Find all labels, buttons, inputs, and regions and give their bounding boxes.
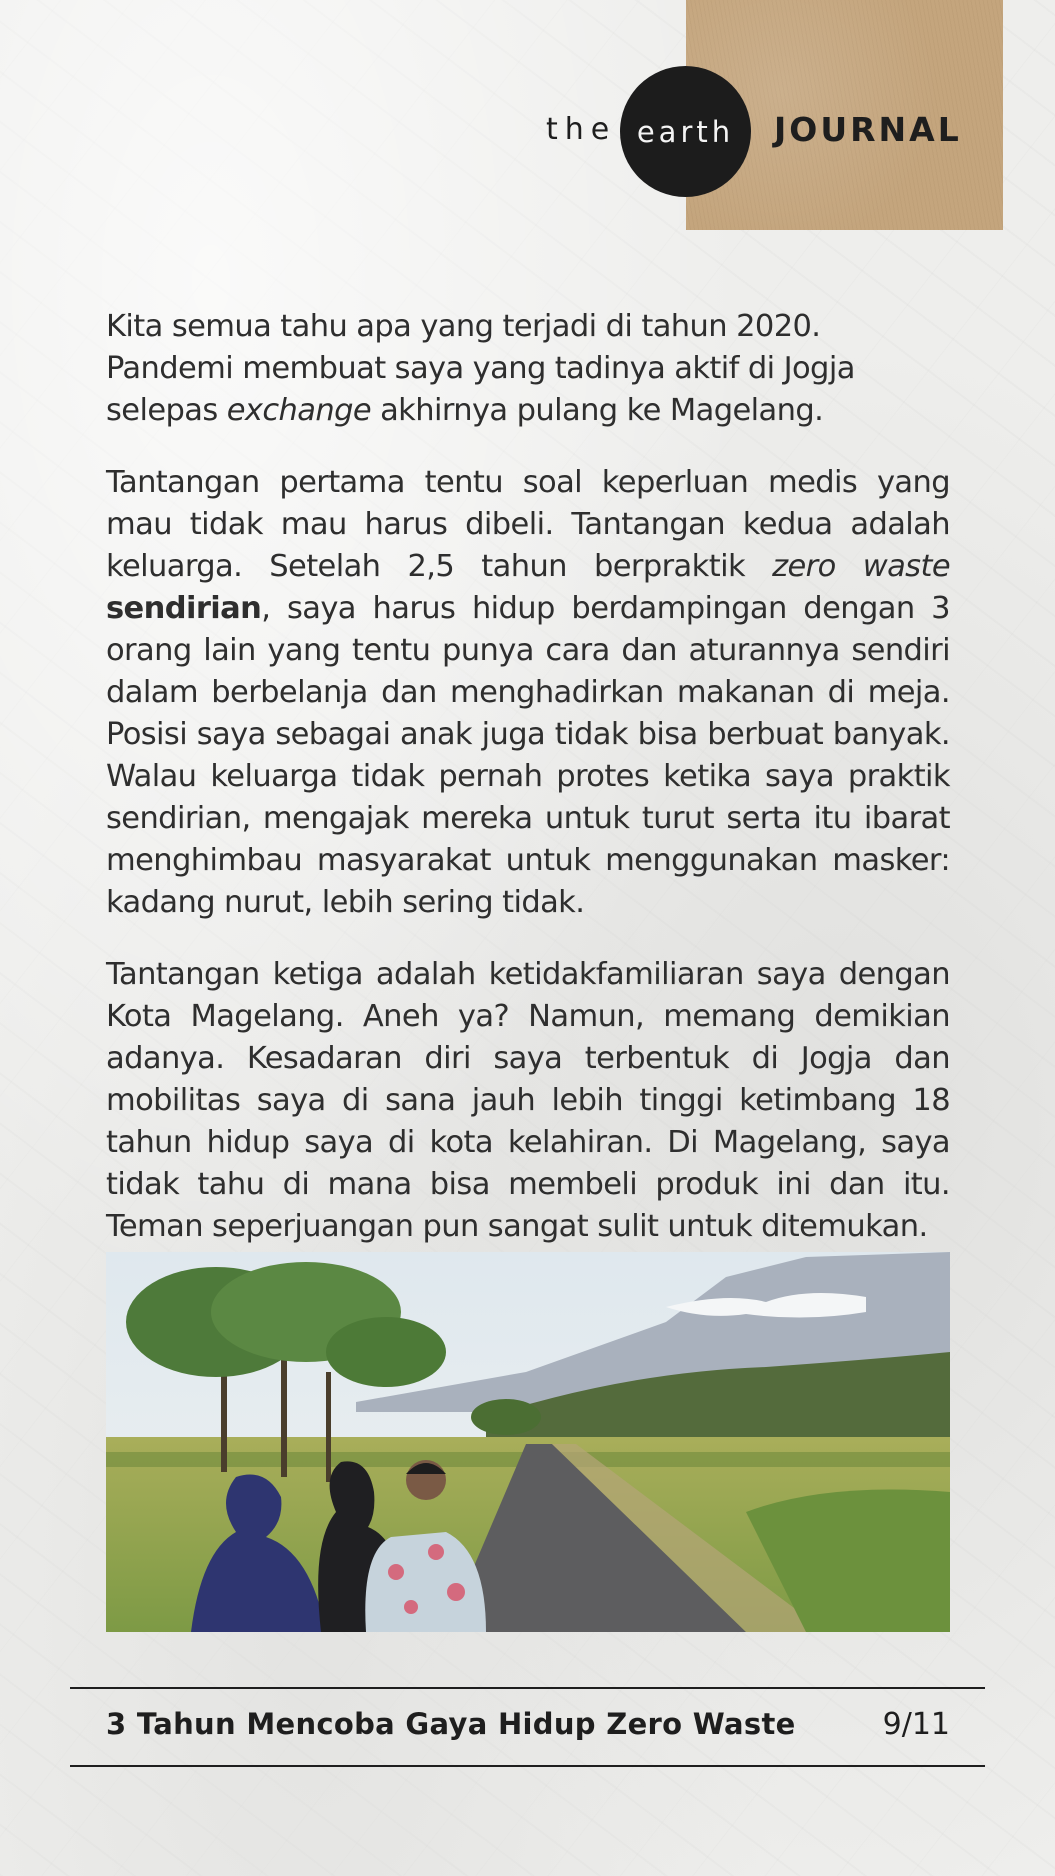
logo-the-text: the bbox=[546, 112, 617, 147]
paragraph-2-text-a: Tantangan pertama tentu soal keperluan medis yang mau tidak mau harus dibeli. Tantangan kedua adalah keluarga. Setelah 2,5 tahun berpraktik bbox=[106, 465, 950, 584]
logo-journal-text: JOURNAL bbox=[774, 110, 962, 149]
paragraph-2-bold: sendirian bbox=[106, 591, 262, 626]
paragraph-2-text-c: , saya harus hidup berdampingan dengan 3 orang lain yang tentu punya cara dan aturannya sendiri dalam berbelanja dan menghadirkan makanan di meja. Posisi saya sebagai anak juga tidak bisa berbuat banyak. Walau keluarga tidak pernah protes ketika saya praktik sendirian, mengajak mereka untuk turut serta itu ibarat menghimbau masyarakat untuk menggunakan masker: kadang nurut, lebih sering tidak. bbox=[106, 591, 950, 920]
earth-journal-logo bbox=[546, 66, 976, 196]
paragraph-3: Tantangan ketiga adalah ketidakfamiliaran saya dengan Kota Magelang. Aneh ya? Namun, memang demikian adanya. Kesadaran diri saya terbentuk di Jogja dan mobilitas saya di sana jauh lebih tinggi ketimbang 18 tahun hidup saya di kota kelahiran. Di Magelang, saya tidak tahu di mana bisa membeli produk ini dan itu. Teman seperjuangan pun sangat sulit untuk ditemukan. bbox=[106, 957, 950, 1244]
logo-earth-circle bbox=[620, 66, 751, 197]
footer-top-rule bbox=[70, 1687, 985, 1689]
footer-bottom-rule bbox=[70, 1765, 985, 1767]
paragraph-1-text-b: akhirnya pulang ke Magelang. bbox=[371, 393, 824, 428]
logo-earth-text: earth bbox=[636, 114, 735, 149]
paragraph-2-emphasis: zero waste bbox=[772, 549, 950, 584]
article-body bbox=[106, 306, 950, 1278]
people bbox=[191, 1460, 486, 1632]
paragraph-1 bbox=[106, 306, 950, 432]
page-number: 9/11 bbox=[882, 1707, 950, 1742]
paragraph-1-emphasis: exchange bbox=[226, 393, 371, 428]
footer-article-title: 3 Tahun Mencoba Gaya Hidup Zero Waste bbox=[106, 1707, 796, 1741]
landscape-photo bbox=[106, 1252, 950, 1632]
paragraph-2 bbox=[106, 462, 950, 924]
paragraph-1-text-a: Kita semua tahu apa yang terjadi di tahun 2020. Pandemi membuat saya yang tadinya aktif di Jogja selepas bbox=[106, 309, 855, 428]
